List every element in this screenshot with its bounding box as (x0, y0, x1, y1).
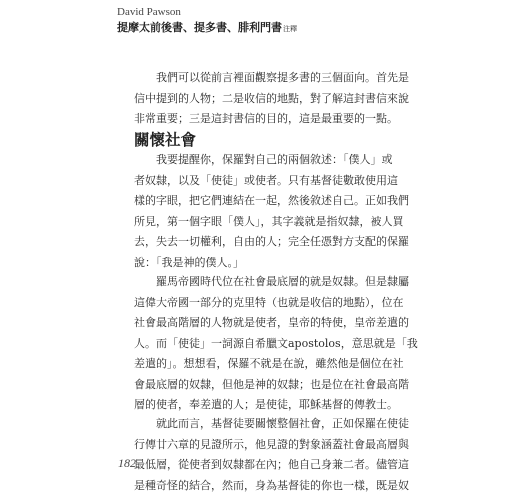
text-line: 者奴隸，以及「使徒」或使者。只有基督徒數敢使用這 (134, 173, 398, 187)
text-line: 非常重要；三是這封書信的目的，這是最重要的一點。 (134, 112, 398, 125)
body-paragraph-empire (134, 272, 418, 416)
body-paragraph-servant (134, 150, 409, 273)
text-line: 最低層，從使者到奴隸都在內；他自己身兼二者。儘管這 (134, 458, 409, 471)
text-line: 羅馬帝國時代位在社會最底層的就是奴隸。但是隸屬 (156, 275, 409, 288)
text-line: 社會最高階層的人物就是使者，皇帝的特使，皇帝差遣的 (134, 316, 409, 329)
author-name: David Pawson (117, 6, 181, 18)
body-paragraph-society (134, 414, 409, 496)
text-line: 是種奇怪的結合，然而，身為基督徒的你也一樣，既是奴 (134, 478, 409, 492)
text-line: 會最底層的奴隸，但他是神的奴隸；也是位在社會最高階 (134, 377, 409, 391)
text-line: 說：「我是神的僕人。」 (134, 255, 244, 269)
intro-paragraph (134, 68, 409, 130)
book-title (117, 19, 297, 35)
book-title-text: 提摩太前後書、提多書、腓利門書 (117, 21, 282, 34)
text-line: 信中提到的人物；二是收信的地點，對了解這封書信來說 (134, 91, 409, 105)
text-line: 樣的字眼，把它們連結在一起，然後敘述自己。正如我們 (134, 194, 409, 207)
text-line: 所見，第一個字眼「僕人」，其字義就是指奴隸，被人買 (134, 214, 404, 228)
text-line: 我要提醒你，保羅對自己的兩個敘述：「僕人」或 (156, 153, 393, 166)
text-line: 層的使者，奉差遣的人；是使徒，耶穌基督的傳教士。 (134, 398, 398, 411)
section-heading: 關懷社會 (134, 130, 197, 149)
text-line: 行傳廿六章的見證所示，他見證的對象涵蓋社會最高層與 (134, 437, 409, 451)
text-line: 就此而言，基督徒要關懷整個社會，正如保羅在使徒 (156, 417, 409, 430)
text-line: 去，失去一切權利，自由的人；完全任憑對方支配的保羅 (134, 235, 409, 248)
page-number: 182 (118, 456, 136, 470)
text-line: 人。而「使徒」一詞源自希臘文apostolos，意思就是「我 (134, 336, 418, 350)
text-line: 差遣的」。想想看，保羅不就是在說，雖然他是個位在社 (134, 357, 404, 370)
book-title-suffix: 注釋 (283, 25, 297, 33)
text-line: 我們可以從前言裡面觀察提多書的三個面向。首先是 (156, 71, 409, 84)
text-line: 這偉大帝國一部分的克里特（也就是收信的地點），位在 (134, 295, 404, 309)
